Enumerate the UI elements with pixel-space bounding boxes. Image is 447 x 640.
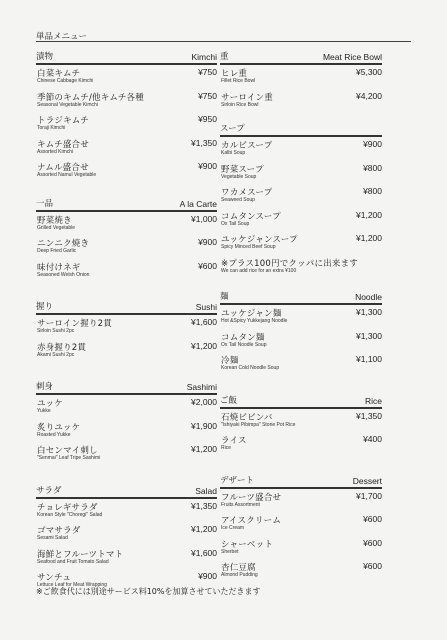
section-title-jp: 一品 [36, 198, 54, 209]
item-name-jp: カルビスープ [221, 141, 273, 151]
item-name-jp: ナムル盛合せ [37, 163, 89, 173]
item-name-jp: ゴマサラダ [37, 526, 81, 536]
section-title-en: Noodle [355, 292, 382, 302]
item-price: ¥900 [363, 139, 382, 149]
menu-item [220, 65, 382, 89]
section-header [220, 290, 382, 305]
item-name-en: Sirloin Rice Bowl [221, 101, 259, 108]
section-soup [220, 122, 382, 278]
section-sushi [36, 300, 217, 362]
item-price: ¥600 [363, 561, 382, 571]
item-price: ¥1,300 [356, 307, 382, 317]
section-rice [220, 394, 382, 456]
item-price: ¥5,300 [356, 67, 382, 77]
item-name-jp: トラジキムチ [37, 116, 89, 126]
section-title-jp: デザート [220, 475, 255, 486]
item-price: ¥1,600 [191, 547, 217, 558]
item-name-en: Chinese Cabbage Kimchi [37, 78, 94, 84]
item-name-jp: ヒレ重 [221, 69, 248, 79]
item-price: ¥1,700 [356, 490, 382, 501]
item-name-jp: ユッケ [37, 399, 63, 409]
item-price: ¥800 [363, 162, 382, 173]
item-name-en: Yukke [37, 408, 51, 414]
menu-item [220, 536, 382, 560]
item-price: ¥900 [198, 237, 217, 247]
item-name-en: Akami Sushi 2pc [37, 351, 75, 358]
item-name-en: Fruits Assortment [221, 501, 260, 508]
menu-item [220, 89, 382, 113]
item-name-jp: コムタン麺 [221, 332, 265, 343]
service-charge-note: ※ご飲食代には別途サービス料10%を加算させていただきます [36, 587, 261, 596]
item-name-en: Rice [221, 445, 232, 451]
menu-item [36, 522, 217, 546]
menu-item [36, 136, 217, 160]
section-title-en: Sashimi [186, 382, 217, 392]
item-name-en: Fillet Rice Bowl [221, 78, 256, 84]
section-title-jp: 麺 [220, 292, 229, 302]
item-price: ¥750 [198, 67, 217, 77]
section-salad [36, 484, 217, 593]
menu-item [36, 159, 217, 183]
section-header [36, 197, 217, 212]
item-name-en: Grilled Vegetable [37, 224, 76, 231]
section-noodle [220, 290, 382, 376]
item-name-jp: キムチ盛合せ [37, 139, 89, 150]
menu-item [220, 137, 382, 161]
item-name-en: Seasoned Welsh Onion [37, 271, 90, 278]
section-title-en: Kimchi [191, 52, 217, 62]
menu-item [36, 499, 217, 523]
section-title-en: Dessert [352, 475, 382, 486]
item-name-jp: シャーベット [221, 539, 274, 550]
section-title-jp: 漬物 [36, 52, 54, 62]
section-dessert [220, 474, 382, 583]
menu-item [220, 512, 382, 536]
section-header [36, 50, 217, 65]
item-price: ¥800 [363, 186, 382, 196]
item-price: ¥1,200 [191, 524, 217, 534]
item-price: ¥1,200 [191, 444, 217, 454]
menu-item [36, 89, 217, 113]
title-divider [36, 41, 411, 42]
item-name-jp: ユッケジャンスープ [221, 235, 298, 245]
item-name-jp: サーロイン握り2貫 [37, 319, 112, 329]
item-price: ¥900 [198, 571, 217, 581]
section-header [220, 394, 382, 409]
item-price: ¥4,200 [356, 90, 382, 101]
item-price: ¥950 [198, 114, 217, 124]
item-name-en: Seaweed Soup [221, 197, 255, 203]
item-name-en: Toraji Kimchi [37, 125, 66, 131]
section-title-en: Salad [195, 485, 217, 496]
item-price: ¥600 [363, 537, 382, 548]
item-name-en: Ox Tail Soup [221, 220, 250, 227]
item-name-jp: コムタンスープ [221, 211, 281, 222]
item-name-en: Korean Style "Choregi" Salad [37, 511, 103, 518]
menu-item [36, 442, 217, 466]
item-name-jp: 石焼ビビンバ [221, 412, 273, 423]
item-name-jp: 野菜スープ [221, 164, 264, 175]
soup-note [220, 255, 382, 279]
section-title-en: Rice [364, 395, 382, 406]
item-name-en: Ox Tail Noodle Soup [221, 341, 267, 348]
section-title-en: Meat Rice Bowl [322, 52, 382, 62]
item-name-jp: 白センマイ刺し [37, 446, 98, 456]
page-title: 単品メニュー [36, 32, 88, 42]
menu-item [220, 559, 382, 583]
item-price: ¥600 [363, 514, 382, 524]
right-column [220, 50, 382, 583]
item-name-jp: フルーツ盛合せ [221, 492, 282, 503]
item-name-en: "Senmai" Leaf Tripe Sashimi [37, 455, 101, 461]
menu-item [36, 259, 217, 283]
section-a-la-carte [36, 197, 217, 283]
item-name-jp: 野菜焼き [37, 215, 72, 226]
item-price: ¥1,000 [191, 213, 217, 224]
section-title-jp: 握り [36, 302, 54, 312]
note-jp: ※プラス100円でクッパに出来ます [221, 258, 358, 269]
item-name-jp: チョレギサラダ [37, 502, 98, 513]
menu-item [220, 489, 382, 513]
section-header [220, 122, 382, 137]
item-price: ¥1,350 [356, 410, 382, 421]
section-title-jp: ご飯 [220, 395, 238, 406]
item-name-jp: サンチュ [37, 573, 72, 583]
item-name-en: "Ishiyaki Pibimpa" Stone Pot Rice [221, 421, 296, 428]
section-header [36, 484, 217, 499]
section-header [220, 50, 382, 65]
section-sashimi [36, 380, 217, 466]
item-name-en: Spicy Minced Beef Soup [221, 244, 276, 250]
item-name-en: Korean Cold Noodle Soup [221, 365, 280, 371]
item-price: ¥2,000 [191, 397, 217, 407]
item-price: ¥1,350 [191, 137, 217, 148]
item-name-jp: 赤身握り2貫 [37, 342, 87, 353]
section-title-jp: 刺身 [36, 382, 54, 392]
item-name-en: Assorted Namul Vegetable [37, 172, 97, 178]
section-title-en: A la Carte [179, 198, 217, 209]
section-header [36, 380, 217, 395]
menu-item [220, 184, 382, 208]
item-name-jp: 炙りユッケ [37, 422, 81, 433]
menu-item [36, 212, 217, 236]
item-name-en: Assorted Kimchi [37, 148, 74, 155]
item-price: ¥1,600 [191, 317, 217, 327]
item-name-jp: 白菜キムチ [37, 69, 81, 79]
section-title-jp: サラダ [36, 485, 62, 496]
item-price: ¥1,100 [356, 354, 382, 364]
item-name-en: Seafood and Fruit Tomato Salad [37, 558, 109, 565]
menu-item [220, 329, 382, 353]
item-price: ¥400 [363, 434, 382, 444]
section-header [36, 300, 217, 315]
menu-item [36, 339, 217, 363]
item-name-en: Deep Fried Garlic [37, 248, 77, 254]
item-name-en: Vegetable Soup [221, 173, 257, 180]
menu-item [220, 409, 382, 433]
item-name-en: Almond Pudding [221, 572, 258, 578]
item-price: ¥1,200 [356, 233, 382, 243]
left-column [36, 50, 217, 593]
item-name-en: Seasonal Vegetable Kimchi [37, 101, 98, 108]
section-meat-rice-bowl [220, 50, 382, 112]
item-name-jp: サーロイン重 [221, 92, 273, 103]
item-name-en: Sesami Salad [37, 535, 68, 541]
note-en: We can add rice for an extra ¥100 [221, 267, 297, 274]
item-name-jp: ワカメスープ [221, 188, 273, 198]
item-name-en: Sherbet [221, 548, 239, 555]
item-name-jp: 冷麺 [221, 356, 239, 366]
menu-item [36, 395, 217, 419]
item-name-jp: 杏仁豆腐 [221, 563, 256, 573]
item-name-en: Roasted Yukke [37, 431, 71, 438]
menu-item [36, 112, 217, 136]
item-price: ¥750 [198, 90, 217, 101]
item-name-en: Sirloin Sushi 2pc [37, 328, 75, 334]
item-name-jp: ニンニク焼き [37, 239, 90, 249]
section-header [220, 474, 382, 489]
item-price: ¥1,350 [191, 500, 217, 511]
item-name-en: Kalbi Soup [221, 150, 246, 156]
menu-item [220, 432, 382, 456]
section-title-en: Sushi [195, 302, 217, 312]
item-name-jp: 季節のキムチ/他キムチ各種 [37, 92, 144, 103]
item-name-en: Ice Cream [221, 525, 245, 531]
item-name-jp: 味付けネギ [37, 262, 81, 273]
item-price: ¥1,300 [356, 330, 382, 341]
item-name-jp: ライス [221, 436, 247, 446]
item-name-jp: アイスクリーム [221, 516, 282, 526]
item-price: ¥1,200 [356, 209, 382, 220]
menu-item [36, 65, 217, 89]
menu-item [220, 352, 382, 376]
item-name-en: Hot &Spicy Yukkejang Noodle [221, 318, 288, 324]
menu-item [220, 208, 382, 232]
item-price: ¥1,900 [191, 420, 217, 431]
item-name-jp: 海鮮とフルーツトマト [37, 549, 124, 560]
section-kimchi [36, 50, 217, 183]
item-name-en: Lettuce Leaf for Meat Wrapping [37, 582, 107, 588]
menu-item [220, 231, 382, 255]
item-price: ¥1,200 [191, 340, 217, 351]
item-name-jp: ユッケジャン麺 [221, 309, 282, 319]
menu-item [36, 235, 217, 259]
menu-item [36, 546, 217, 570]
section-title-jp: 重 [220, 52, 229, 62]
menu-item [220, 161, 382, 185]
section-title-jp: スープ [220, 124, 245, 134]
menu-item [36, 315, 217, 339]
menu-item [220, 305, 382, 329]
item-price: ¥900 [198, 161, 217, 171]
item-price: ¥600 [198, 260, 217, 271]
menu-item [36, 419, 217, 443]
